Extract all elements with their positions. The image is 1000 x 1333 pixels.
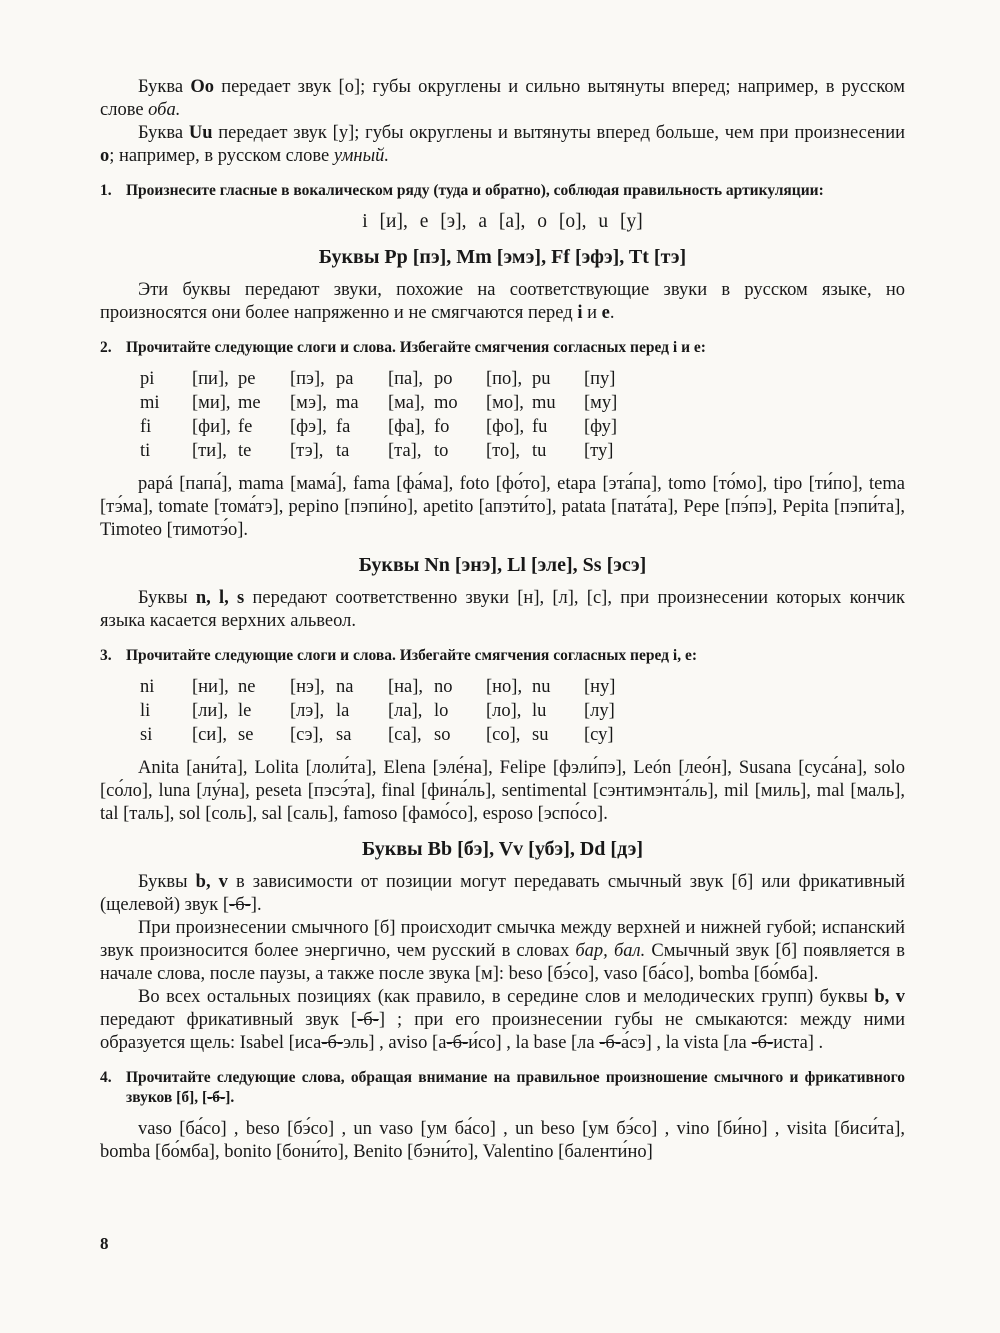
paragraph-p-m-f-t-note: Эти буквы передают звуки, похожие на соответствующие звуки в русском языке, но произносятся они более напряженно и не смягчаются перед i и e. [100,280,905,323]
paragraph-intro-letter-o: Буква Оо передает звук [о]; губы округлены и сильно вытянуты вперед; например, в русском слове оба. [100,77,905,120]
heading-letters-p-m-f-t: Буквы Pp [пэ], Mm [эмэ], Ff [эфэ], Tt [тэ] [318,246,687,268]
paragraph-b-fricative-sound: Во всех остальных позициях (как правило, в середине слов и мелодических групп) буквы b, v передают фрикативный звук [-б-] ; при его произнесении губы не смыкаются: между ними образуется щель: Isabel [иса-б-эль] , aviso [а-б-и́со] , la base [ла -б-а́сэ] , la vista [ла -б-иста] . [100,987,905,1053]
syllable-table-n-l-s [140,675,905,747]
paragraph-n-l-s-note: Буквы n, l, s передают соответственно звуки [н], [л], [с], при произнесении которых кончик языка касается верхних альвеол. [100,588,905,631]
exercise-1-number: 1. [100,182,112,199]
word-list-n-l-s: Anita [ани́та], Lolita [лоли́та], Elena [эле́на], Felipe [фэли́пэ], León [лео́н], Susana [суса́на], solo [со́ло], luna [лу́на], peseta [пэсэ́та], final [фина́ль], sentimental [сэнтимэнта́ль], mil [миль], mal [маль], tal [таль], sol [соль], sal [саль], famoso [фамо́со], esposo [эспо́со]. [100,758,905,824]
exercise-2-text: Прочитайте следующие слоги и слова. Избегайте смягчения согласных перед i и e: [126,339,706,356]
exercise-1-text: Произнесите гласные в вокалическом ряду (туда и обратно), соблюдая правильность артикуляции: [126,182,824,199]
word-list-p-m-f-t: papá [папа́], mama [мама́], fama [фа́ма], foto [фо́то], etapa [эта́па], tomo [то́мо], tipo [ти́по], tema [тэ́ма], tomate [тома́тэ], pepino [пэпи́но], apetito [апэти́то], patata [пата́та], Pepe [пэ́пэ], Pepita [пэпи́та], Timoteo [тимотэ́о]. [100,474,905,540]
syllable-row-n: ni [ни], ne [нэ], na [на], no [но], nu [ну] [140,677,616,697]
exercise-4-number: 4. [100,1069,112,1086]
syllable-row-p: pi [пи], pe [пэ], pa [па], po [по], pu [пу] [140,369,616,389]
exercise-3-text: Прочитайте следующие слоги и слова. Избегайте смягчения согласных перед i, e: [126,647,697,664]
paragraph-intro-letter-u: Буква Uu передает звук [у]; губы округлены и вытянуты вперед больше, чем при произнесении о; например, в русском слове умный. [100,123,905,166]
exercise-2-number: 2. [100,339,112,356]
syllable-row-m: mi [ми], me [мэ], ma [ма], mo [мо], mu [му] [140,393,618,413]
vowel-sequence-line: i [и], e [э], a [а], o [о], u [у] [362,211,643,232]
paragraph-b-v-intro: Буквы b, v в зависимости от позиции могут передавать смычный звук [б] или фрикативный (щелевой) звук [-б-]. [100,872,905,915]
word-list-b-v: vaso [ба́со] , beso [бэ́со] , un vaso [ум ба́со] , un beso [ум бэ́со] , vino [би́но] , visita [биси́та], bomba [бо́мба], bonito [бони́то], Benito [бэни́то], Valentino [баленти́но] [100,1119,905,1162]
exercise-1 [100,181,905,201]
syllable-row-l: li [ли], le [лэ], la [ла], lo [ло], lu [лу] [140,701,615,721]
exercise-3 [100,646,905,666]
syllable-row-t: ti [ти], te [тэ], ta [та], to [то], tu [ту] [140,441,614,461]
exercise-4-text: Прочитайте следующие слова, обращая внимание на правильное произношение смычного и фрикативного звуков [б], [-б-]. [126,1069,905,1106]
syllable-row-s: si [си], se [сэ], sa [са], so [со], su [су] [140,725,614,745]
syllable-row-f: fi [фи], fe [фэ], fa [фа], fo [фо], fu [фу] [140,417,618,437]
paragraph-b-stop-sound: При произнесении смычного [б] происходит смычка между верхней и нижней губой; испанский звук произносится более энергично, чем русский в словах бар, бал. Смычный звук [б] появляется в начале слова, после паузы, а также после звука [м]: beso [бэ́со], vaso [ба́со], bomba [бо́мба]. [100,918,905,984]
syllable-table-p-m-f-t [140,367,905,463]
heading-letters-n-l-s: Буквы Nn [энэ], Ll [эле], Ss [эсэ] [358,554,647,576]
heading-letters-b-v-d: Буквы Bb [бэ], Vv [убэ], Dd [дэ] [361,838,643,860]
page-number: 8 [100,1234,109,1253]
exercise-4 [100,1068,905,1108]
exercise-2 [100,338,905,358]
exercise-3-number: 3. [100,647,112,664]
